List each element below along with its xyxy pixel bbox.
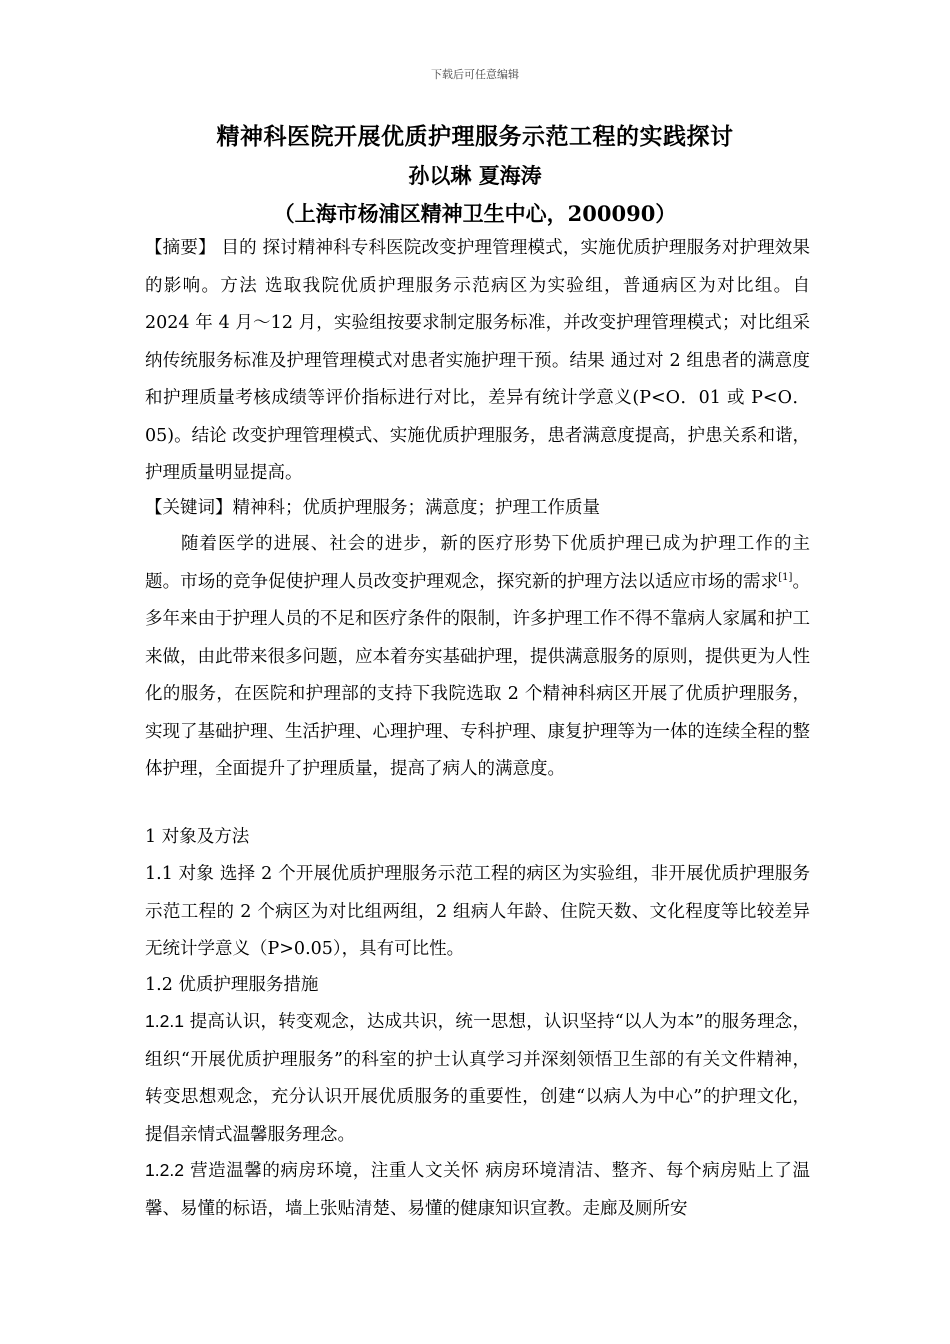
section-1-1-text: 选择 2 个开展优质护理服务示范工程的病区为实验组，非开展优质护理服务示范工程的 2 个病区为对比组两组，2 组病人年龄、住院天数、文化程度等比较差异无统计学意义（P>0.05），具有可比性。: [145, 864, 810, 959]
abstract-paragraph: [145, 230, 810, 493]
intro-text-part1: 随着医学的进展、社会的进步，新的医疗形势下优质护理已成为护理工作的主题。市场的竞争促使护理人员改变护理观念，探究新的护理方法以适应市场的需求: [145, 534, 810, 592]
section-1-2-1-paragraph: [145, 1003, 810, 1154]
abstract-text: 目的 探讨精神科专科医院改变护理管理模式，实施优质护理服务对护理效果的影响。方法 选取我院优质护理服务示范病区为实验组，普通病区为对比组。自 2024 年 4 月～12 月，实验组按要求制定服务标准，并改变护理管理模式；对比组采纳传统服务标准及护理管理模式对患者实施护理干预。结果 通过对 2 组患者的满意度和护理质量考核成绩等评价指标进行对比，差异有统计学意义(P<O．01 或 P<O．05)。结论 改变护理管理模式、实施优质护理服务，患者满意度提高，护患关系和谐，护理质量明显提高。: [145, 238, 810, 483]
section-heading-1-2: 1.2 优质护理服务措施: [145, 975, 319, 995]
paper-authors: 孙以琳 夏海涛: [408, 163, 542, 188]
abstract-label: 【摘要】: [145, 238, 216, 258]
section-1-2-2-paragraph: [145, 1152, 810, 1228]
keywords-text: 精神科；优质护理服务；满意度；护理工作质量: [232, 498, 600, 518]
citation-ref: [1]: [778, 571, 793, 583]
paper-affiliation: （上海市杨浦区精神卫生中心，200090）: [273, 201, 677, 226]
keywords-paragraph: [145, 490, 810, 528]
paper-title: 精神科医院开展优质护理服务示范工程的实践探讨: [216, 123, 734, 150]
keywords-label: 【关键词】: [145, 498, 233, 518]
section-1-2-1-label: 1.2.1: [145, 1011, 184, 1031]
download-note: 下载后可任意编辑: [431, 68, 519, 81]
section-1-2-2-label: 1.2.2: [145, 1160, 184, 1180]
section-heading-1: 1 对象及方法: [145, 827, 250, 847]
section-1-2-1-text: 提高认识，转变观念，达成共识，统一思想，认识坚持“以人为本”的服务理念，组织“开展优质护理服务”的科室的护士认真学习并深刻领悟卫生部的有关文件精神，转变思想观念，充分认识开展优质服务的重要性，创建“以病人为中心”的护理文化，提倡亲情式温馨服务理念。: [145, 1012, 810, 1145]
section-1-1-paragraph: [145, 856, 810, 969]
section-1-2-2-text: 营造温馨的病房环境，注重人文关怀 病房环境清洁、整齐、每个病房贴上了温馨、易懂的标语，墙上张贴清楚、易懂的健康知识宣教。走廊及厕所安: [145, 1161, 810, 1219]
intro-paragraph: [145, 526, 810, 789]
section-1-1-label: 1.1 对象: [145, 864, 215, 884]
intro-text-part2: 。多年来由于护理人员的不足和医疗条件的限制，许多护理工作不得不靠病人家属和护工来做，由此带来很多问题，应本着夯实基础护理，提供满意服务的原则，提供更为人性化的服务，在医院和护理部的支持下我院选取 2 个精神科病区开展了优质护理服务，实现了基础护理、生活护理、心理护理、专科护理、康复护理等为一体的连续全程的整体护理，全面提升了护理质量，提高了病人的满意度。: [145, 571, 811, 779]
